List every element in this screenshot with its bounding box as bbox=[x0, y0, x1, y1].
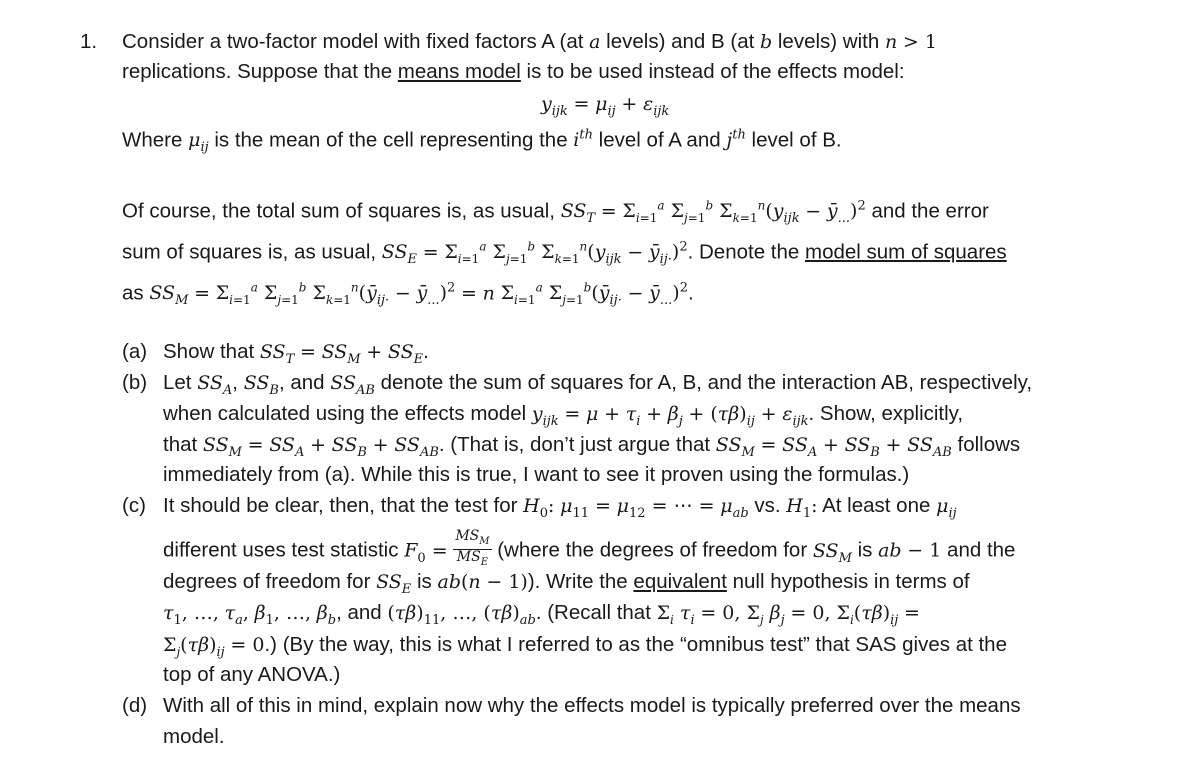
part-b-line-3: that $SS_M = SS_A + SS_B + SS_{AB}$. (That is, don’t just argue that $SS_M = SS_A + SS_B + SS_{AB}$ follows bbox=[163, 433, 1021, 460]
intro-line-1: Consider a two-factor model with fixed factors A (at a levels) and B (at b levels) with n > 1 bbox=[122, 30, 937, 53]
intro-line-2: replications. Suppose that the means model is to be used instead of the effects model: bbox=[122, 60, 905, 83]
part-c-line-6: top of any ANOVA.) bbox=[163, 663, 341, 686]
part-a-label: (a) bbox=[122, 340, 148, 363]
part-c-line-4: $\tau_1$, …, $\tau_a$, $\beta_1$, …, $\beta_b$, and $(\tau\beta)_{11}$, …, $(\tau\beta)_{ab}$. (Recall that $\Sigma_i$ $\tau_i = 0$, $\Sigma_j$ $\beta_j = 0$, $\Sigma_i(\tau\beta)_{ij}$ = bbox=[163, 601, 920, 628]
means-model-link: means model bbox=[397, 60, 521, 83]
f-statistic-fraction: $\frac{MS_M}{MS_E}$ bbox=[455, 528, 490, 568]
part-c-label: (c) bbox=[122, 494, 146, 517]
sse-line: sum of squares is, as usual, $SS_E = \Sigma_{i=1}^a$ $\Sigma_{j=1}^b$ $\Sigma_{k=1}^n(y_{ijk}$ − $ȳ_{ij\cdot})^2$. Denote the model sum of squares bbox=[122, 240, 1007, 268]
part-b-line-1: Let $SS_A$, $SS_B$, and $SS_{AB}$ denote the sum of squares for A, B, and the interaction AB, respectively, bbox=[163, 371, 1033, 398]
part-b-line-2: when calculated using the effects model $y_{ijk} = \mu + \tau_i + \beta_j + (\tau\beta)_{ij} + \varepsilon_{ijk}$. Show, explicitly, bbox=[163, 402, 964, 429]
part-b-label: (b) bbox=[122, 371, 148, 394]
part-c-line-3: degrees of freedom for $SS_E$ is ab(n − 1)). Write the equivalent null hypothesis in terms of bbox=[163, 570, 970, 597]
where-line: Where $\mu_{ij}$ is the mean of the cell representing the $i^{th}$ level of A and $j^{th}$ level of B. bbox=[122, 128, 842, 156]
part-d-line-1: With all of this in mind, explain now why the effects model is typically preferred over the means bbox=[163, 694, 1021, 717]
equivalent-link: equivalent bbox=[633, 570, 727, 593]
part-d-line-2: model. bbox=[163, 725, 225, 748]
part-d-label: (d) bbox=[122, 694, 148, 717]
means-model-equation: $y_{ijk} = \mu_{ij} + \varepsilon_{ijk}$ bbox=[541, 93, 670, 119]
part-c-line-1: It should be clear, then, that the test for $H_0$: $\mu_{11} = \mu_{12}$ = ⋯ = $\mu_{ab}$ vs. $H_1$: At least one $\mu_{ij}$ bbox=[163, 494, 957, 521]
model-sum-of-squares-link: model sum of squares bbox=[805, 240, 1007, 264]
part-a-line-1: Show that $SS_T = SS_M + SS_E$. bbox=[163, 340, 429, 367]
ssm-line: as $SS_M = \Sigma_{i=1}^a$ $\Sigma_{j=1}^b$ $\Sigma_{k=1}^n(ȳ_{ij\cdot}$ − $ȳ_{...})^2 = n$ $\Sigma_{i=1}^a$ $\Sigma_{j=1}^b(ȳ_{ij\cdot}$ − $ȳ_{...})^2$. bbox=[122, 281, 694, 309]
part-b-line-4: immediately from (a). While this is true, I want to see it proven using the formulas.) bbox=[163, 463, 910, 486]
part-c-line-2: different uses test statistic $F_0$ = $\frac{MS_M}{MS_E}$ (where the degrees of freedom for $SS_M$ is ab − 1 and the bbox=[163, 528, 1016, 568]
part-c-line-5: $\Sigma_j(\tau\beta)_{ij} = 0$.) (By the way, this is what I referred to as the “omnibus test” that SAS gives at the bbox=[163, 633, 1007, 660]
problem-number: 1. bbox=[80, 30, 98, 53]
sst-line: Of course, the total sum of squares is, as usual, $SS_T = \Sigma_{i=1}^a$ $\Sigma_{j=1}^b$ $\Sigma_{k=1}^n(y_{ijk}$ − $ȳ_{...})^2$ and the error bbox=[122, 199, 989, 227]
